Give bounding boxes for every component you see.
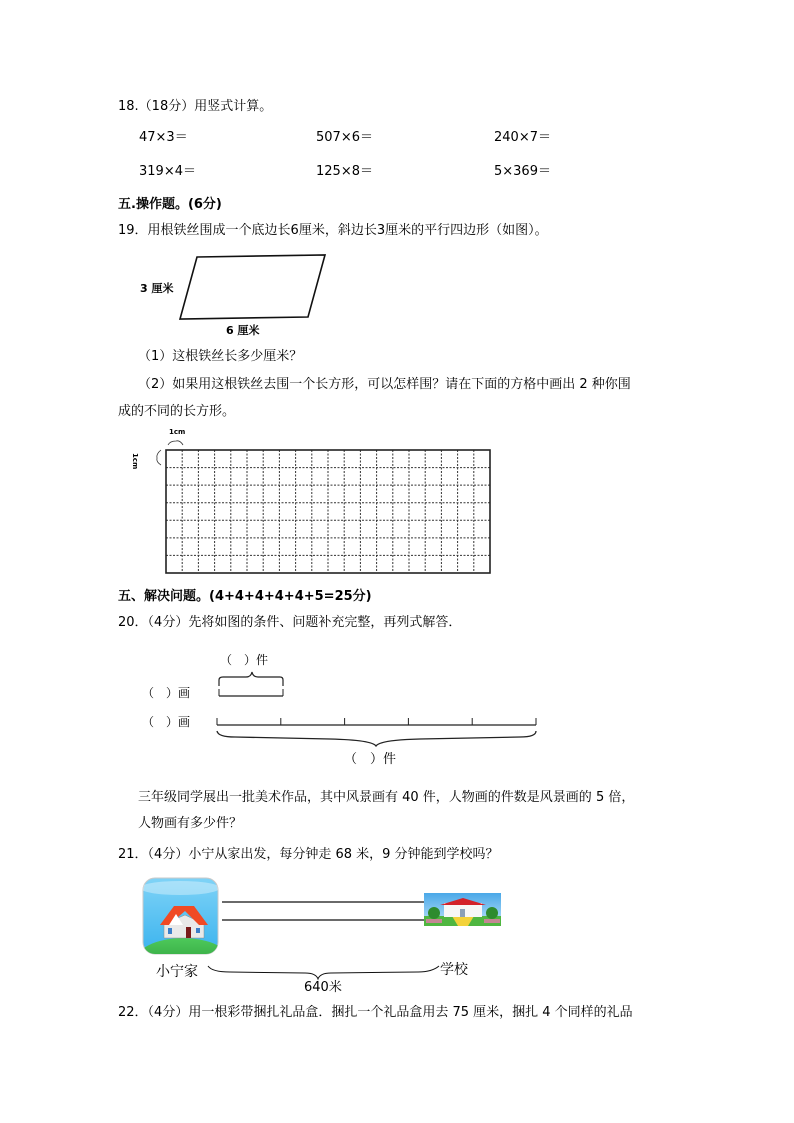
q19-sub2-line2: 成的不同的长方形。 — [118, 404, 236, 419]
home-label: 小宁家 — [156, 964, 198, 980]
grid-unit-top-label: 1cm — [169, 428, 186, 436]
diagram-bottom-label: （ ）件 — [344, 752, 397, 767]
q18-item: 125×8＝ — [316, 164, 373, 179]
bottom-brace — [217, 731, 536, 746]
grid-unit-left-label: 1cm — [131, 453, 139, 470]
q18-item: 47×3＝ — [139, 130, 188, 145]
diagram-row2-label: （ ）画 — [142, 715, 191, 729]
parallelogram — [180, 255, 325, 319]
q18-title: 18.（18分）用竖式计算。 — [118, 99, 273, 114]
q19-title: 19．用根铁丝围成一个底边长6厘米，斜边长3厘米的平行四边形（如图）。 — [118, 223, 548, 238]
q22-title: 22．（4分）用一根彩带捆扎礼品盒．捆扎一个礼品盒用去 75 厘米，捆扎 4 个同样的礼品 — [118, 1005, 633, 1020]
school-label: 学校 — [440, 962, 468, 978]
diagram-row1-label: （ ）画 — [142, 686, 191, 700]
parallelogram-side-label: 3 厘米 — [140, 282, 174, 295]
q21-title: 21．（4分）小宁从家出发，每分钟走 68 米，9 分钟能到学校吗？ — [118, 847, 499, 862]
q19-sub1: （1）这根铁丝长多少厘米？ — [138, 349, 303, 364]
q18-item: 507×6＝ — [316, 130, 373, 145]
section-title-solve: 五、解决问题。(4+4+4+4+4+5=25分) — [118, 589, 372, 604]
q19-sub2-line1: （2）如果用这根铁丝去围一个长方形，可以怎样围？请在下面的方格中画出 2 种你围 — [138, 377, 631, 392]
distance-label: 640米 — [304, 980, 342, 995]
q18-item: 240×7＝ — [494, 130, 551, 145]
grid-left-brace — [157, 450, 161, 465]
q20-text-line1: 三年级同学展出一批美术作品，其中风景画有 40 件，人物画的件数是风景画的 5 倍， — [138, 790, 635, 805]
q20-text-line2: 人物画有多少件？ — [138, 816, 243, 831]
distance-brace — [0, 0, 1, 1]
section-title-operations: 五.操作题。(6分) — [118, 197, 222, 212]
parallelogram-base-label: 6 厘米 — [226, 324, 260, 337]
q20-title: 20．（4分）先将如图的条件、问题补充完整，再列式解答． — [118, 615, 462, 630]
q18-item: 5×369＝ — [494, 164, 551, 179]
grid-top-brace — [168, 441, 183, 445]
diagram-top-label: （ ）件 — [220, 653, 269, 667]
top-brace — [219, 672, 283, 686]
q18-item: 319×4＝ — [139, 164, 196, 179]
